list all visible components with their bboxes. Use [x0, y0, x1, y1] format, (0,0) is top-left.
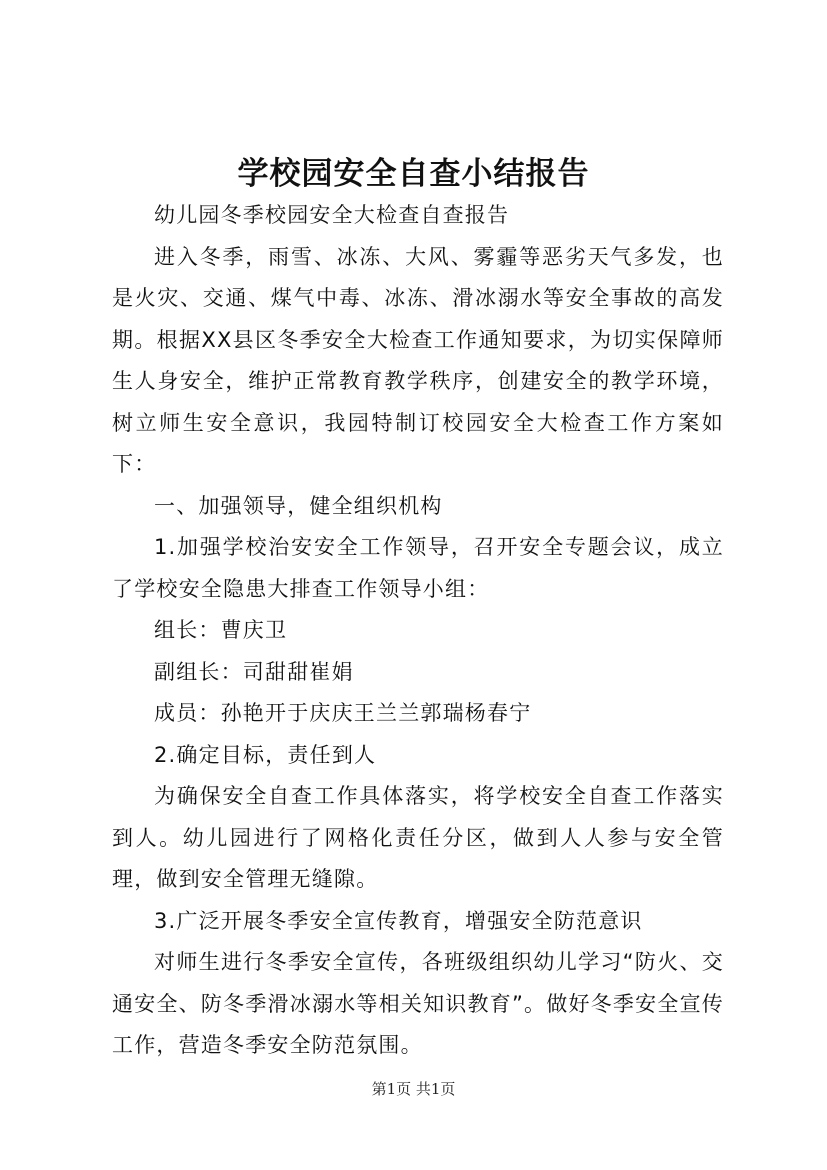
paragraph-members: 成员：孙艳开于庆庆王兰兰郭瑞杨春宁: [154, 701, 532, 725]
section-heading-1: 一、加强领导，健全组织机构: [154, 493, 443, 518]
document-title: 学校园安全自查小结报告: [237, 156, 590, 192]
document-body: [112, 195, 724, 1067]
paragraph-item-3-body: 对师生进行冬季安全宣传，各班级组织幼儿学习“防火、交通安全、防冬季滑冰溺水等相关知识教育”。做好冬季安全宣传工作，营造冬季安全防范氛围。: [112, 950, 724, 1057]
paragraph-item-2-body: 为确保安全自查工作具体落实，将学校安全自查工作落实到人。幼儿园进行了网格化责任分区，做到人人参与安全管理，做到安全管理无缝隙。: [112, 784, 724, 891]
paragraph-team-leader: 组长：曹庆卫: [154, 618, 288, 642]
paragraph-subtitle: 幼儿园冬季校园安全大检查自查报告: [154, 203, 510, 227]
paragraph-item-1: 1.加强学校治安安全工作领导，召开安全专题会议，成立了学校安全隐患大排查工作领导小组：: [112, 535, 724, 601]
paragraph-deputy-leader: 副组长：司甜甜崔娟: [154, 659, 354, 684]
page-footer: 第1页 共1页: [371, 1080, 456, 1098]
paragraph-item-3: 3.广泛开展冬季安全宣传教育，增强安全防范意识: [154, 908, 643, 933]
paragraph-item-2: 2.确定目标，责任到人: [154, 742, 377, 767]
paragraph-intro: 进入冬季，雨雪、冰冻、大风、雾霾等恶劣天气多发，也是火灾、交通、煤气中毒、冰冻、滑冰溺水等安全事故的高发期。根据XX县区冬季安全大检查工作通知要求，为切实保障师生人身安全，维护正常教育教学秩序，创建安全的教学环境，树立师生安全意识，我园特制订校园安全大检查工作方案如下：: [112, 244, 724, 476]
